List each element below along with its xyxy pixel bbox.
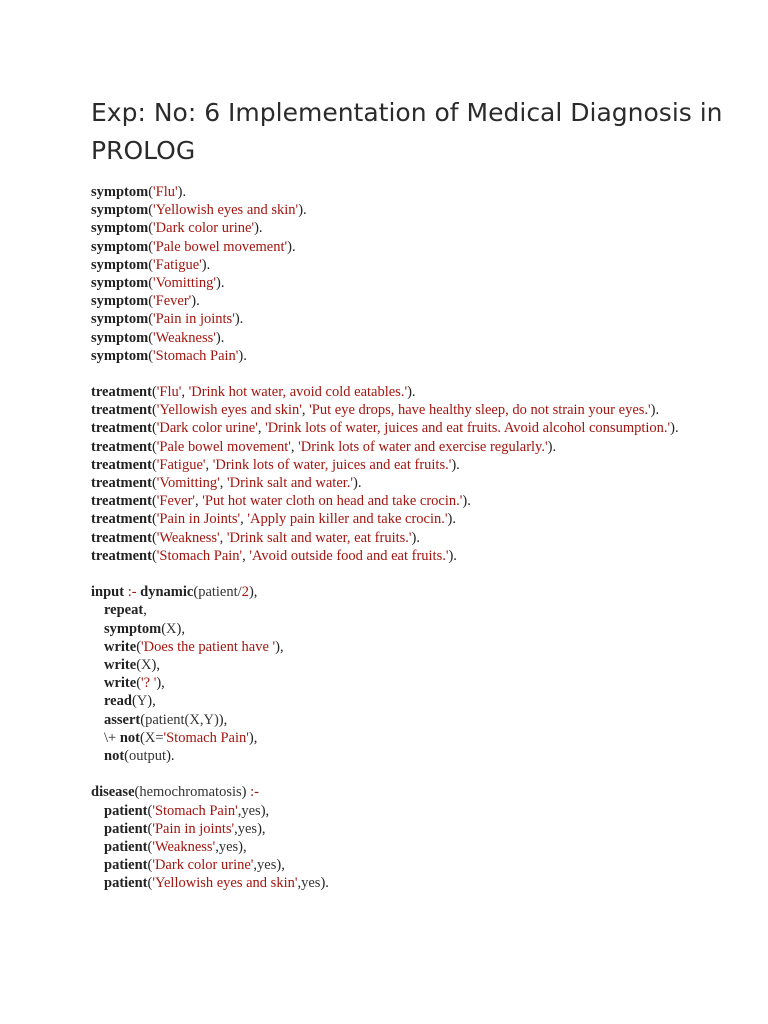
condition-value: yes [257,857,277,874]
code-line: patient('Stomach Pain',yes), [104,802,270,819]
predicate-keyword: symptom [91,238,149,255]
symptom-string: 'Stomach Pain' [153,347,239,364]
treatment-advice-string: 'Drink lots of water and exercise regularly.' [298,438,548,455]
predicate-keyword: patient [104,857,148,874]
code-line: symptom('Vomitting'). [91,274,225,291]
treatment-symptom-string: 'Weakness' [156,529,220,546]
condition-symptom-string: 'Yellowish eyes and skin' [152,875,298,892]
condition-symptom-string: 'Dark color urine' [152,857,254,874]
code-line: patient('Weakness',yes), [104,838,247,855]
predicate-keyword: symptom [91,274,149,291]
predicate-keyword: symptom [91,202,149,219]
predicate-keyword: patient [104,838,148,855]
predicate-keyword: symptom [91,184,149,200]
treatment-symptom-string: 'Stomach Pain' [156,547,243,564]
blank-line [91,365,691,383]
predicate-keyword: symptom [91,220,149,237]
code-line: patient('Dark color urine',yes), [104,857,285,874]
treatment-advice-string: 'Apply pain killer and take crocin.' [247,511,448,528]
code-line: symptom('Fatigue'). [91,256,211,273]
condition-symptom-string: 'Stomach Pain' [152,802,238,819]
code-line: write(X), [104,657,160,674]
code-line: treatment('Pain in Joints', 'Apply pain killer and take crocin.'). [91,511,456,528]
code-line: input :- dynamic(patient/2), [91,584,258,601]
treatment-symptom-string: 'Dark color urine' [156,420,258,437]
code-line: symptom('Stomach Pain'). [91,347,247,364]
treatment-symptom-string: 'Pale bowel movement' [156,438,291,455]
predicate-keyword: symptom [91,311,149,328]
treatment-advice-string: 'Drink hot water, avoid cold eatables.' [188,384,408,401]
predicate-keyword: symptom [91,293,149,310]
code-line: symptom('Yellowish eyes and skin'). [91,202,307,219]
code-line: treatment('Yellowish eyes and skin', 'Put eye drops, have healthy sleep, do not strain your eyes.'). [91,402,660,419]
blank-line [91,565,691,583]
code-line: treatment('Stomach Pain', 'Avoid outside food and eat fruits.'). [91,547,457,564]
treatment-advice-string: 'Drink salt and water.' [227,475,354,492]
condition-symptom-string: 'Weakness' [152,838,216,855]
code-line: symptom('Pain in joints'). [91,311,244,328]
code-line: repeat, [104,602,147,619]
predicate-keyword: treatment [91,493,152,510]
symptom-string: 'Flu' [153,184,178,200]
code-line: patient('Yellowish eyes and skin',yes). [104,875,329,892]
predicate-keyword: treatment [91,384,152,401]
predicate-keyword: symptom [91,347,149,364]
code-line: treatment('Pale bowel movement', 'Drink lots of water and exercise regularly.'). [91,438,557,455]
code-line: \+ not(X='Stomach Pain'), [104,729,258,746]
condition-terminator: ). [320,875,329,892]
code-line: treatment('Flu', 'Drink hot water, avoid cold eatables.'). [91,384,416,401]
symptom-string: 'Fatigue' [153,256,202,273]
predicate-keyword: treatment [91,420,152,437]
treatment-advice-string: 'Avoid outside food and eat fruits.' [249,547,449,564]
code-line: treatment('Fatigue', 'Drink lots of water, juices and eat fruits.'). [91,456,460,473]
code-line: treatment('Vomitting', 'Drink salt and water.'). [91,475,362,492]
treatment-advice-string: 'Put eye drops, have healthy sleep, do not strain your eyes.' [309,402,651,419]
predicate-keyword: treatment [91,456,152,473]
disease-conditions [91,802,691,893]
treatment-advice-string: 'Drink lots of water, juices and eat fruits.' [212,456,452,473]
code-line: read(Y), [104,693,156,710]
code-line: assert(patient(X,Y)), [104,711,228,728]
code-line: symptom('Flu'). [91,184,187,200]
treatment-advice-string: 'Drink lots of water, juices and eat fruits. Avoid alcohol consumption.' [265,420,671,437]
treatment-symptom-string: 'Fatigue' [156,456,206,473]
treatment-facts [91,383,691,565]
symptom-string: 'Weakness' [153,329,216,346]
code-line: patient('Pain in joints',yes), [104,820,266,837]
treatment-symptom-string: 'Pain in Joints' [156,511,241,528]
treatment-advice-string: 'Drink salt and water, eat fruits.' [226,529,412,546]
symptom-string: 'Vomitting' [153,274,217,291]
condition-symptom-string: 'Pain in joints' [152,820,235,837]
predicate-keyword: patient [104,802,148,819]
predicate-keyword: patient [104,875,148,892]
code-line: symptom('Pale bowel movement'). [91,238,296,255]
code-line: symptom(X), [104,620,185,637]
symptom-string: 'Fever' [153,293,192,310]
predicate-keyword: treatment [91,529,152,546]
code-line: symptom('Weakness'). [91,329,225,346]
predicate-keyword: symptom [91,329,149,346]
code-line: not(output). [104,747,175,764]
predicate-keyword: treatment [91,511,152,528]
symptom-facts [91,183,691,365]
treatment-symptom-string: 'Yellowish eyes and skin' [156,402,302,419]
treatment-symptom-string: 'Vomitting' [156,475,220,492]
code-line: disease(hemochromatosis) :- [91,784,259,801]
condition-terminator: ), [238,838,247,855]
condition-value: yes [237,820,258,837]
predicate-keyword: patient [104,820,148,837]
treatment-advice-string: 'Put hot water cloth on head and take crocin.' [202,493,463,510]
predicate-keyword: treatment [91,475,152,492]
condition-terminator: ), [260,802,270,819]
symptom-string: 'Pain in joints' [153,311,235,328]
code-line: symptom('Dark color urine'). [91,220,263,237]
disease-rule [91,783,691,892]
input-rule [91,583,691,765]
code-line: treatment('Weakness', 'Drink salt and water, eat fruits.'). [91,529,420,546]
symptom-string: 'Yellowish eyes and skin' [153,202,299,219]
symptom-string: 'Pale bowel movement' [153,238,288,255]
predicate-keyword: symptom [91,256,149,273]
code-line: symptom('Fever'). [91,293,200,310]
treatment-symptom-string: 'Fever' [156,493,196,510]
code-line: write('Does the patient have '), [104,638,284,655]
predicate-keyword: treatment [91,402,152,419]
prolog-code [91,183,691,892]
predicate-keyword: treatment [91,547,152,564]
condition-value: yes [301,875,321,892]
code-line: treatment('Dark color urine', 'Drink lots of water, juices and eat fruits. Avoid alcohol consumption.'). [91,420,679,437]
treatment-symptom-string: 'Flu' [156,384,182,401]
condition-value: yes [218,838,239,855]
symptom-string: 'Dark color urine' [153,220,255,237]
code-line: write('? '), [104,675,165,692]
predicate-keyword: treatment [91,438,152,455]
blank-line [91,765,691,783]
condition-value: yes [241,802,261,819]
condition-terminator: ), [276,857,285,874]
condition-terminator: ), [257,820,266,837]
page-title: Exp: No: 6 Implementation of Medical Diagnosis in PROLOG [91,98,723,165]
code-line: treatment('Fever', 'Put hot water cloth on head and take crocin.'). [91,493,471,510]
